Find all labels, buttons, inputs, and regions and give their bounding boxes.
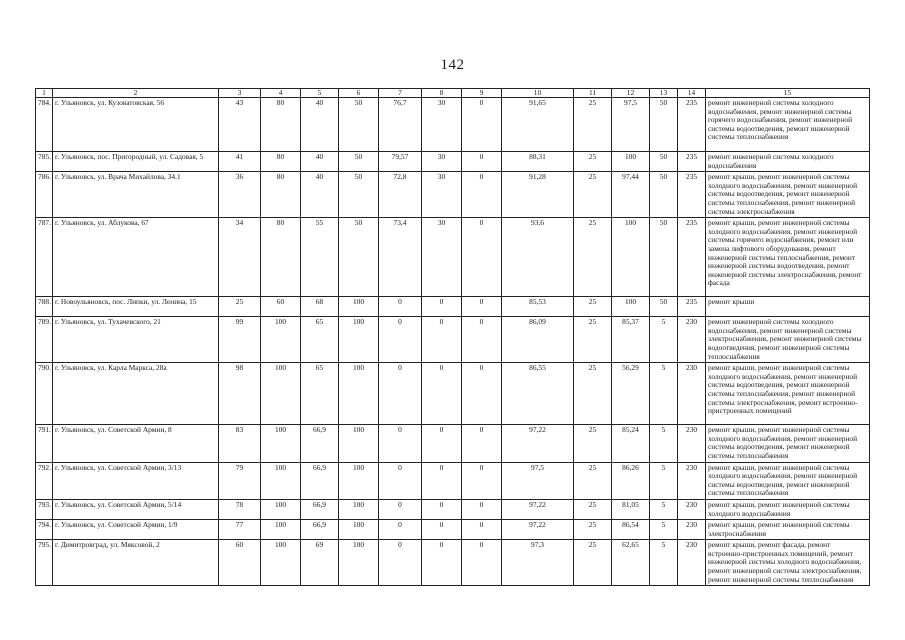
value-cell: 100 — [261, 520, 301, 540]
address-cell: г. Ульяновск, ул. Аблукова, 67 — [53, 218, 219, 297]
value-cell: 69 — [301, 540, 339, 586]
value-cell: 88,31 — [502, 152, 574, 172]
value-cell: 0 — [379, 363, 422, 425]
value-cell: 77 — [219, 520, 261, 540]
value-cell: 100 — [339, 540, 379, 586]
row-number: 788. — [36, 297, 53, 317]
value-cell: 97,22 — [502, 520, 574, 540]
works-description-cell: ремонт крыши, ремонт инженерной системы холодного водоснабжения, ремонт инженерной системы водоотведения, ремонт инженерной системы теплоснабжения — [706, 425, 870, 462]
value-cell: 0 — [462, 152, 502, 172]
value-cell: 0 — [422, 499, 462, 519]
value-cell: 25 — [574, 297, 612, 317]
address-cell: г. Новоульяновск, пос. Липки, ул. Ленина, 15 — [53, 297, 219, 317]
value-cell: 5 — [650, 425, 678, 462]
value-cell: 100 — [339, 363, 379, 425]
value-cell: 25 — [574, 462, 612, 499]
table-row — [36, 425, 870, 462]
value-cell: 25 — [574, 152, 612, 172]
value-cell: 230 — [678, 462, 706, 499]
row-number: 787. — [36, 218, 53, 297]
value-cell: 5 — [650, 520, 678, 540]
value-cell: 50 — [650, 172, 678, 218]
value-cell: 40 — [301, 98, 339, 152]
row-number: 789. — [36, 317, 53, 363]
value-cell: 0 — [379, 499, 422, 519]
address-cell: г. Ульяновск, ул. Советской Армии, 3/13 — [53, 462, 219, 499]
value-cell: 80 — [261, 98, 301, 152]
value-cell: 97,22 — [502, 499, 574, 519]
value-cell: 50 — [650, 297, 678, 317]
works-description-cell: ремонт инженерной системы холодного водоснабжения, ремонт инженерной системы электроснабжения, ремонт инженерной системы водоотведения, ремонт инженерной системы теплоснабжения — [706, 317, 870, 363]
value-cell: 36 — [219, 172, 261, 218]
address-cell: г. Ульяновск, пос. Пригородный, ул. Садовая, 5 — [53, 152, 219, 172]
value-cell: 230 — [678, 540, 706, 586]
address-cell: г. Ульяновск, ул. Советской Армии, 5/14 — [53, 499, 219, 519]
row-number: 795. — [36, 540, 53, 586]
value-cell: 100 — [261, 462, 301, 499]
works-description-cell: ремонт крыши, ремонт инженерной системы электроснабжения — [706, 520, 870, 540]
table-row — [36, 540, 870, 586]
value-cell: 235 — [678, 152, 706, 172]
row-number: 790. — [36, 363, 53, 425]
value-cell: 100 — [261, 540, 301, 586]
value-cell: 0 — [422, 540, 462, 586]
value-cell: 230 — [678, 317, 706, 363]
row-number: 793. — [36, 499, 53, 519]
value-cell: 79,57 — [379, 152, 422, 172]
address-cell: г. Ульяновск, ул. Советской Армии, 1/9 — [53, 520, 219, 540]
value-cell: 80 — [261, 152, 301, 172]
row-number: 794. — [36, 520, 53, 540]
value-cell: 100 — [339, 425, 379, 462]
value-cell: 40 — [301, 172, 339, 218]
value-cell: 50 — [339, 218, 379, 297]
table-row — [36, 152, 870, 172]
value-cell: 25 — [574, 540, 612, 586]
works-description-cell: ремонт крыши, ремонт инженерной системы холодного водоснабжения, ремонт инженерной системы горячего водоснабжения, ремонт или замена лифтового оборудования, ремонт инженерной системы теплоснабжения, ремонт инженерной системы водоотведения, ремонт инженерной системы электроснабжения, ремонт фасада — [706, 218, 870, 297]
value-cell: 25 — [574, 218, 612, 297]
value-cell: 230 — [678, 520, 706, 540]
value-cell: 100 — [339, 297, 379, 317]
value-cell: 97,3 — [502, 540, 574, 586]
row-number: 785. — [36, 152, 53, 172]
value-cell: 25 — [574, 363, 612, 425]
row-number: 786. — [36, 172, 53, 218]
value-cell: 100 — [261, 317, 301, 363]
column-header: 10 — [502, 89, 574, 98]
value-cell: 5 — [650, 317, 678, 363]
value-cell: 66,9 — [301, 499, 339, 519]
value-cell: 93,6 — [502, 218, 574, 297]
value-cell: 100 — [339, 462, 379, 499]
value-cell: 97,5 — [502, 462, 574, 499]
value-cell: 43 — [219, 98, 261, 152]
works-description-cell: ремонт крыши, ремонт инженерной системы холодного водоснабжения, ремонт инженерной системы водоотведения, ремонт инженерной системы теплоснабжения, ремонт инженерной системы электроснабжения — [706, 172, 870, 218]
value-cell: 0 — [379, 520, 422, 540]
value-cell: 235 — [678, 297, 706, 317]
value-cell: 72,8 — [379, 172, 422, 218]
value-cell: 0 — [462, 462, 502, 499]
value-cell: 68 — [301, 297, 339, 317]
value-cell: 0 — [422, 520, 462, 540]
value-cell: 30 — [422, 152, 462, 172]
value-cell: 81,05 — [612, 499, 650, 519]
value-cell: 80 — [261, 218, 301, 297]
value-cell: 50 — [650, 152, 678, 172]
table-row — [36, 363, 870, 425]
value-cell: 0 — [379, 540, 422, 586]
table-row — [36, 499, 870, 519]
works-description-cell: ремонт крыши, ремонт инженерной системы холодного водоснабжения — [706, 499, 870, 519]
value-cell: 0 — [462, 218, 502, 297]
value-cell: 78 — [219, 499, 261, 519]
table-row — [36, 297, 870, 317]
value-cell: 34 — [219, 218, 261, 297]
value-cell: 0 — [379, 297, 422, 317]
value-cell: 0 — [379, 317, 422, 363]
column-header: 14 — [678, 89, 706, 98]
table-row — [36, 317, 870, 363]
value-cell: 5 — [650, 462, 678, 499]
page-number: 142 — [440, 57, 465, 73]
table-row — [36, 462, 870, 499]
value-cell: 235 — [678, 98, 706, 152]
value-cell: 30 — [422, 218, 462, 297]
value-cell: 0 — [462, 317, 502, 363]
row-number: 791. — [36, 425, 53, 462]
value-cell: 86,55 — [502, 363, 574, 425]
value-cell: 0 — [462, 98, 502, 152]
value-cell: 100 — [261, 425, 301, 462]
value-cell: 62,65 — [612, 540, 650, 586]
value-cell: 100 — [339, 499, 379, 519]
value-cell: 76,7 — [379, 98, 422, 152]
value-cell: 55 — [301, 218, 339, 297]
value-cell: 97,5 — [612, 98, 650, 152]
value-cell: 100 — [261, 499, 301, 519]
value-cell: 65 — [301, 363, 339, 425]
value-cell: 86,54 — [612, 520, 650, 540]
value-cell: 50 — [339, 172, 379, 218]
repair-register-table — [35, 88, 870, 586]
value-cell: 85,37 — [612, 317, 650, 363]
works-description-cell: ремонт крыши, ремонт инженерной системы холодного водоснабжения, ремонт инженерной системы водоотведения, ремонт инженерной системы теплоснабжения, ремонт инженерной системы электроснабжения, ремонт встроенно-пристроенных помещений — [706, 363, 870, 425]
value-cell: 98 — [219, 363, 261, 425]
value-cell: 5 — [650, 363, 678, 425]
value-cell: 30 — [422, 98, 462, 152]
column-header: 6 — [339, 89, 379, 98]
value-cell: 0 — [462, 363, 502, 425]
column-header: 11 — [574, 89, 612, 98]
value-cell: 0 — [462, 297, 502, 317]
column-header: 7 — [379, 89, 422, 98]
column-header: 9 — [462, 89, 502, 98]
column-header: 4 — [261, 89, 301, 98]
address-cell: г. Ульяновск, ул. Кузоватовская, 56 — [53, 98, 219, 152]
value-cell: 230 — [678, 363, 706, 425]
value-cell: 25 — [219, 297, 261, 317]
value-cell: 235 — [678, 172, 706, 218]
column-header: 5 — [301, 89, 339, 98]
column-header: 2 — [53, 89, 219, 98]
value-cell: 0 — [462, 172, 502, 218]
value-cell: 85,24 — [612, 425, 650, 462]
table-row — [36, 218, 870, 297]
works-description-cell: ремонт крыши — [706, 297, 870, 317]
value-cell: 86,09 — [502, 317, 574, 363]
value-cell: 0 — [422, 363, 462, 425]
address-cell: г. Ульяновск, ул. Тухачевского, 21 — [53, 317, 219, 363]
value-cell: 86,26 — [612, 462, 650, 499]
value-cell: 0 — [422, 425, 462, 462]
value-cell: 97,22 — [502, 425, 574, 462]
value-cell: 100 — [261, 363, 301, 425]
value-cell: 50 — [650, 218, 678, 297]
value-cell: 0 — [462, 540, 502, 586]
value-cell: 0 — [462, 520, 502, 540]
value-cell: 50 — [339, 152, 379, 172]
value-cell: 65 — [301, 317, 339, 363]
table-row — [36, 172, 870, 218]
address-cell: г. Димитровград, ул. Мяксовой, 2 — [53, 540, 219, 586]
value-cell: 0 — [462, 425, 502, 462]
value-cell: 100 — [339, 520, 379, 540]
value-cell: 66,9 — [301, 520, 339, 540]
value-cell: 40 — [301, 152, 339, 172]
value-cell: 25 — [574, 98, 612, 152]
column-header: 13 — [650, 89, 678, 98]
value-cell: 25 — [574, 499, 612, 519]
table-row — [36, 98, 870, 152]
value-cell: 66,9 — [301, 425, 339, 462]
value-cell: 230 — [678, 425, 706, 462]
value-cell: 30 — [422, 172, 462, 218]
value-cell: 99 — [219, 317, 261, 363]
works-description-cell: ремонт крыши, ремонт инженерной системы холодного водоснабжения, ремонт инженерной системы водоотведения, ремонт инженерной системы теплоснабжения — [706, 462, 870, 499]
value-cell: 100 — [612, 218, 650, 297]
value-cell: 50 — [650, 98, 678, 152]
value-cell: 83 — [219, 425, 261, 462]
address-cell: г. Ульяновск, ул. Советской Армии, 8 — [53, 425, 219, 462]
row-number: 784. — [36, 98, 53, 152]
value-cell: 91,65 — [502, 98, 574, 152]
value-cell: 0 — [422, 317, 462, 363]
address-cell: г. Ульяновск, ул. Карла Маркса, 28а — [53, 363, 219, 425]
value-cell: 100 — [339, 317, 379, 363]
value-cell: 50 — [339, 98, 379, 152]
value-cell: 100 — [612, 152, 650, 172]
value-cell: 25 — [574, 317, 612, 363]
value-cell: 79 — [219, 462, 261, 499]
table-row — [36, 520, 870, 540]
value-cell: 66,9 — [301, 462, 339, 499]
value-cell: 25 — [574, 520, 612, 540]
value-cell: 0 — [379, 462, 422, 499]
value-cell: 73,4 — [379, 218, 422, 297]
column-header: 3 — [219, 89, 261, 98]
value-cell: 56,29 — [612, 363, 650, 425]
works-description-cell: ремонт инженерной системы холодного водоснабжения, ремонт инженерной системы горячего водоснабжения, ремонт инженерной системы водоотведения, ремонт инженерной системы теплоснабжения — [706, 98, 870, 152]
value-cell: 60 — [261, 297, 301, 317]
value-cell: 85,53 — [502, 297, 574, 317]
value-cell: 100 — [612, 297, 650, 317]
value-cell: 0 — [379, 425, 422, 462]
value-cell: 41 — [219, 152, 261, 172]
value-cell: 0 — [462, 499, 502, 519]
column-header: 15 — [706, 89, 870, 98]
column-header: 1 — [36, 89, 53, 98]
value-cell: 60 — [219, 540, 261, 586]
value-cell: 5 — [650, 499, 678, 519]
value-cell: 0 — [422, 297, 462, 317]
address-cell: г. Ульяновск, ул. Врача Михайлова, 34.1 — [53, 172, 219, 218]
value-cell: 25 — [574, 172, 612, 218]
value-cell: 25 — [574, 425, 612, 462]
row-number: 792. — [36, 462, 53, 499]
works-description-cell: ремонт крыши, ремонт фасада, ремонт встроенно-пристроенных помещений, ремонт инженерной системы холодного водоснабжения, ремонт инженерной системы электроснабжения, ремонт инженерной системы теплоснабжения — [706, 540, 870, 586]
column-number-header-row — [36, 89, 870, 98]
column-header: 12 — [612, 89, 650, 98]
value-cell: 235 — [678, 218, 706, 297]
works-description-cell: ремонт инженерной системы холодного водоснабжения — [706, 152, 870, 172]
value-cell: 97,44 — [612, 172, 650, 218]
column-header: 8 — [422, 89, 462, 98]
value-cell: 230 — [678, 499, 706, 519]
value-cell: 0 — [422, 462, 462, 499]
value-cell: 5 — [650, 540, 678, 586]
value-cell: 80 — [261, 172, 301, 218]
value-cell: 91,28 — [502, 172, 574, 218]
